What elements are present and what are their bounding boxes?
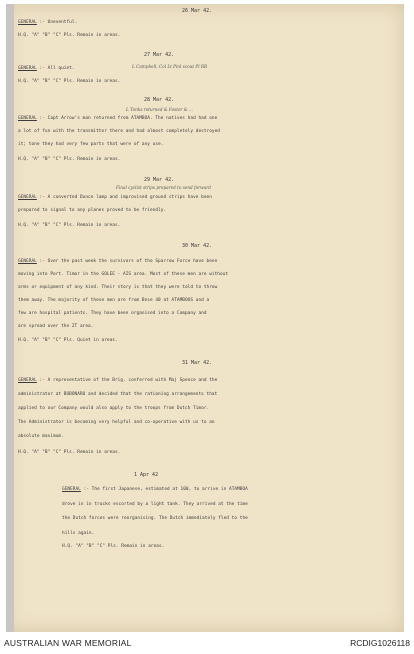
document-page [6, 4, 404, 632]
entry-line: H.Q. "A" "B" "C" Pls. Remain in areas. [18, 33, 121, 38]
binding-strip [6, 4, 14, 632]
entry-date: 1 Apr 42 [134, 472, 159, 478]
entry-line: are spread over the 2T area. [18, 324, 94, 329]
entry-line: H.Q. "A" "B" "C" Pls. Remain in areas. [18, 223, 121, 228]
entry-line: few are hospital patients. They have been organised into a Company and [18, 311, 207, 316]
entry-line: GENERAL :- Capt Arrow's man returned from ATAMBOA. The natives had had one [18, 116, 218, 121]
entry-line: absolute maximum. [18, 434, 64, 439]
entry-line: applied to our Company would also apply to the troops from Dutch Timor. [18, 406, 210, 411]
entry-line: H.Q. "A" "B" "C" Pls. Remain in areas. [18, 450, 121, 455]
entry-date: 28 Mar 42. [144, 97, 175, 103]
entry-line: GENERAL :- A representative of the Brig. conferred with Maj Spence and the [18, 378, 218, 383]
handwritten-annotation: L Campbell, Col Lt Pinl scout Pl RB [132, 64, 208, 69]
handwritten-annotation: L Tonks returned & Foster & ... [126, 107, 193, 112]
entry-date: 29 Mar 42. [144, 177, 175, 183]
entry-line: a lot of fun with the transmitter there and had almost completely destroyed [18, 129, 221, 134]
entry-line: moving into Port. Timor in the GOLEE - AIS area. Most of these men are without [18, 272, 229, 277]
entry-line: hills again. [62, 531, 95, 536]
entry-line: H.Q. "A" "B" "C" Pls. Remain in areas. [62, 544, 165, 549]
entry-line: it; tone they had very few parts that were of any use. [18, 142, 164, 147]
entry-line: arms or equipment of any kind. Their story is that they were told to throw [18, 285, 218, 290]
entry-line: GENERAL :- The first Japanese, estimated at 100, to arrive in ATAMBOA [62, 487, 248, 492]
entry-line: the Dutch forces were reorganising. The Dutch immediately fled to the [62, 516, 248, 521]
entry-date: 31 Mar 42. [182, 360, 213, 366]
entry-date: 26 Mar 42. [182, 8, 213, 14]
entry-line: H.Q. "A" "B" "C" Pls. Remain in areas. [18, 157, 121, 162]
entry-line: The Administrator is becoming very helpful and co-operative with us to an [18, 420, 215, 425]
entry-line: GENERAL :- Over the past week the survivors of the Sparrow Force have been [18, 259, 218, 264]
entry-line: H.Q. "A" "B" "C" Pls. Remain in areas. [18, 79, 121, 84]
entry-line: administrator at BOBONARO and decided that the rationing arrangements that [18, 392, 218, 397]
entry-line: GENERAL :- Uneventful. [18, 20, 78, 25]
entry-line: prepared to signal to any planes proved to be friendly. [18, 208, 167, 213]
entry-line: them away. The majority of these men are from Bnse 40 at ATAMBOOS and a [18, 298, 210, 303]
entry-line: H.Q. "A" "B" "C" Pls. Quiet in areas. [18, 338, 118, 343]
footer-credit: AUSTRALIAN WAR MEMORIAL [4, 638, 132, 648]
entry-date: 27 Mar 42. [144, 52, 175, 58]
handwritten-annotation: Final cyclist strips prepared to send forward [116, 185, 211, 190]
entry-line: drove in in trucks escorted by a light tank. They arrived at the time [62, 502, 248, 507]
footer-record-id: RCDIG1026118 [350, 638, 410, 648]
entry-line: GENERAL :- All quiet. [18, 66, 75, 71]
entry-date: 30 Mar 42. [182, 243, 213, 249]
entry-line: GENERAL :- A converted Dunce lamp and improvised ground strips have been [18, 195, 212, 200]
